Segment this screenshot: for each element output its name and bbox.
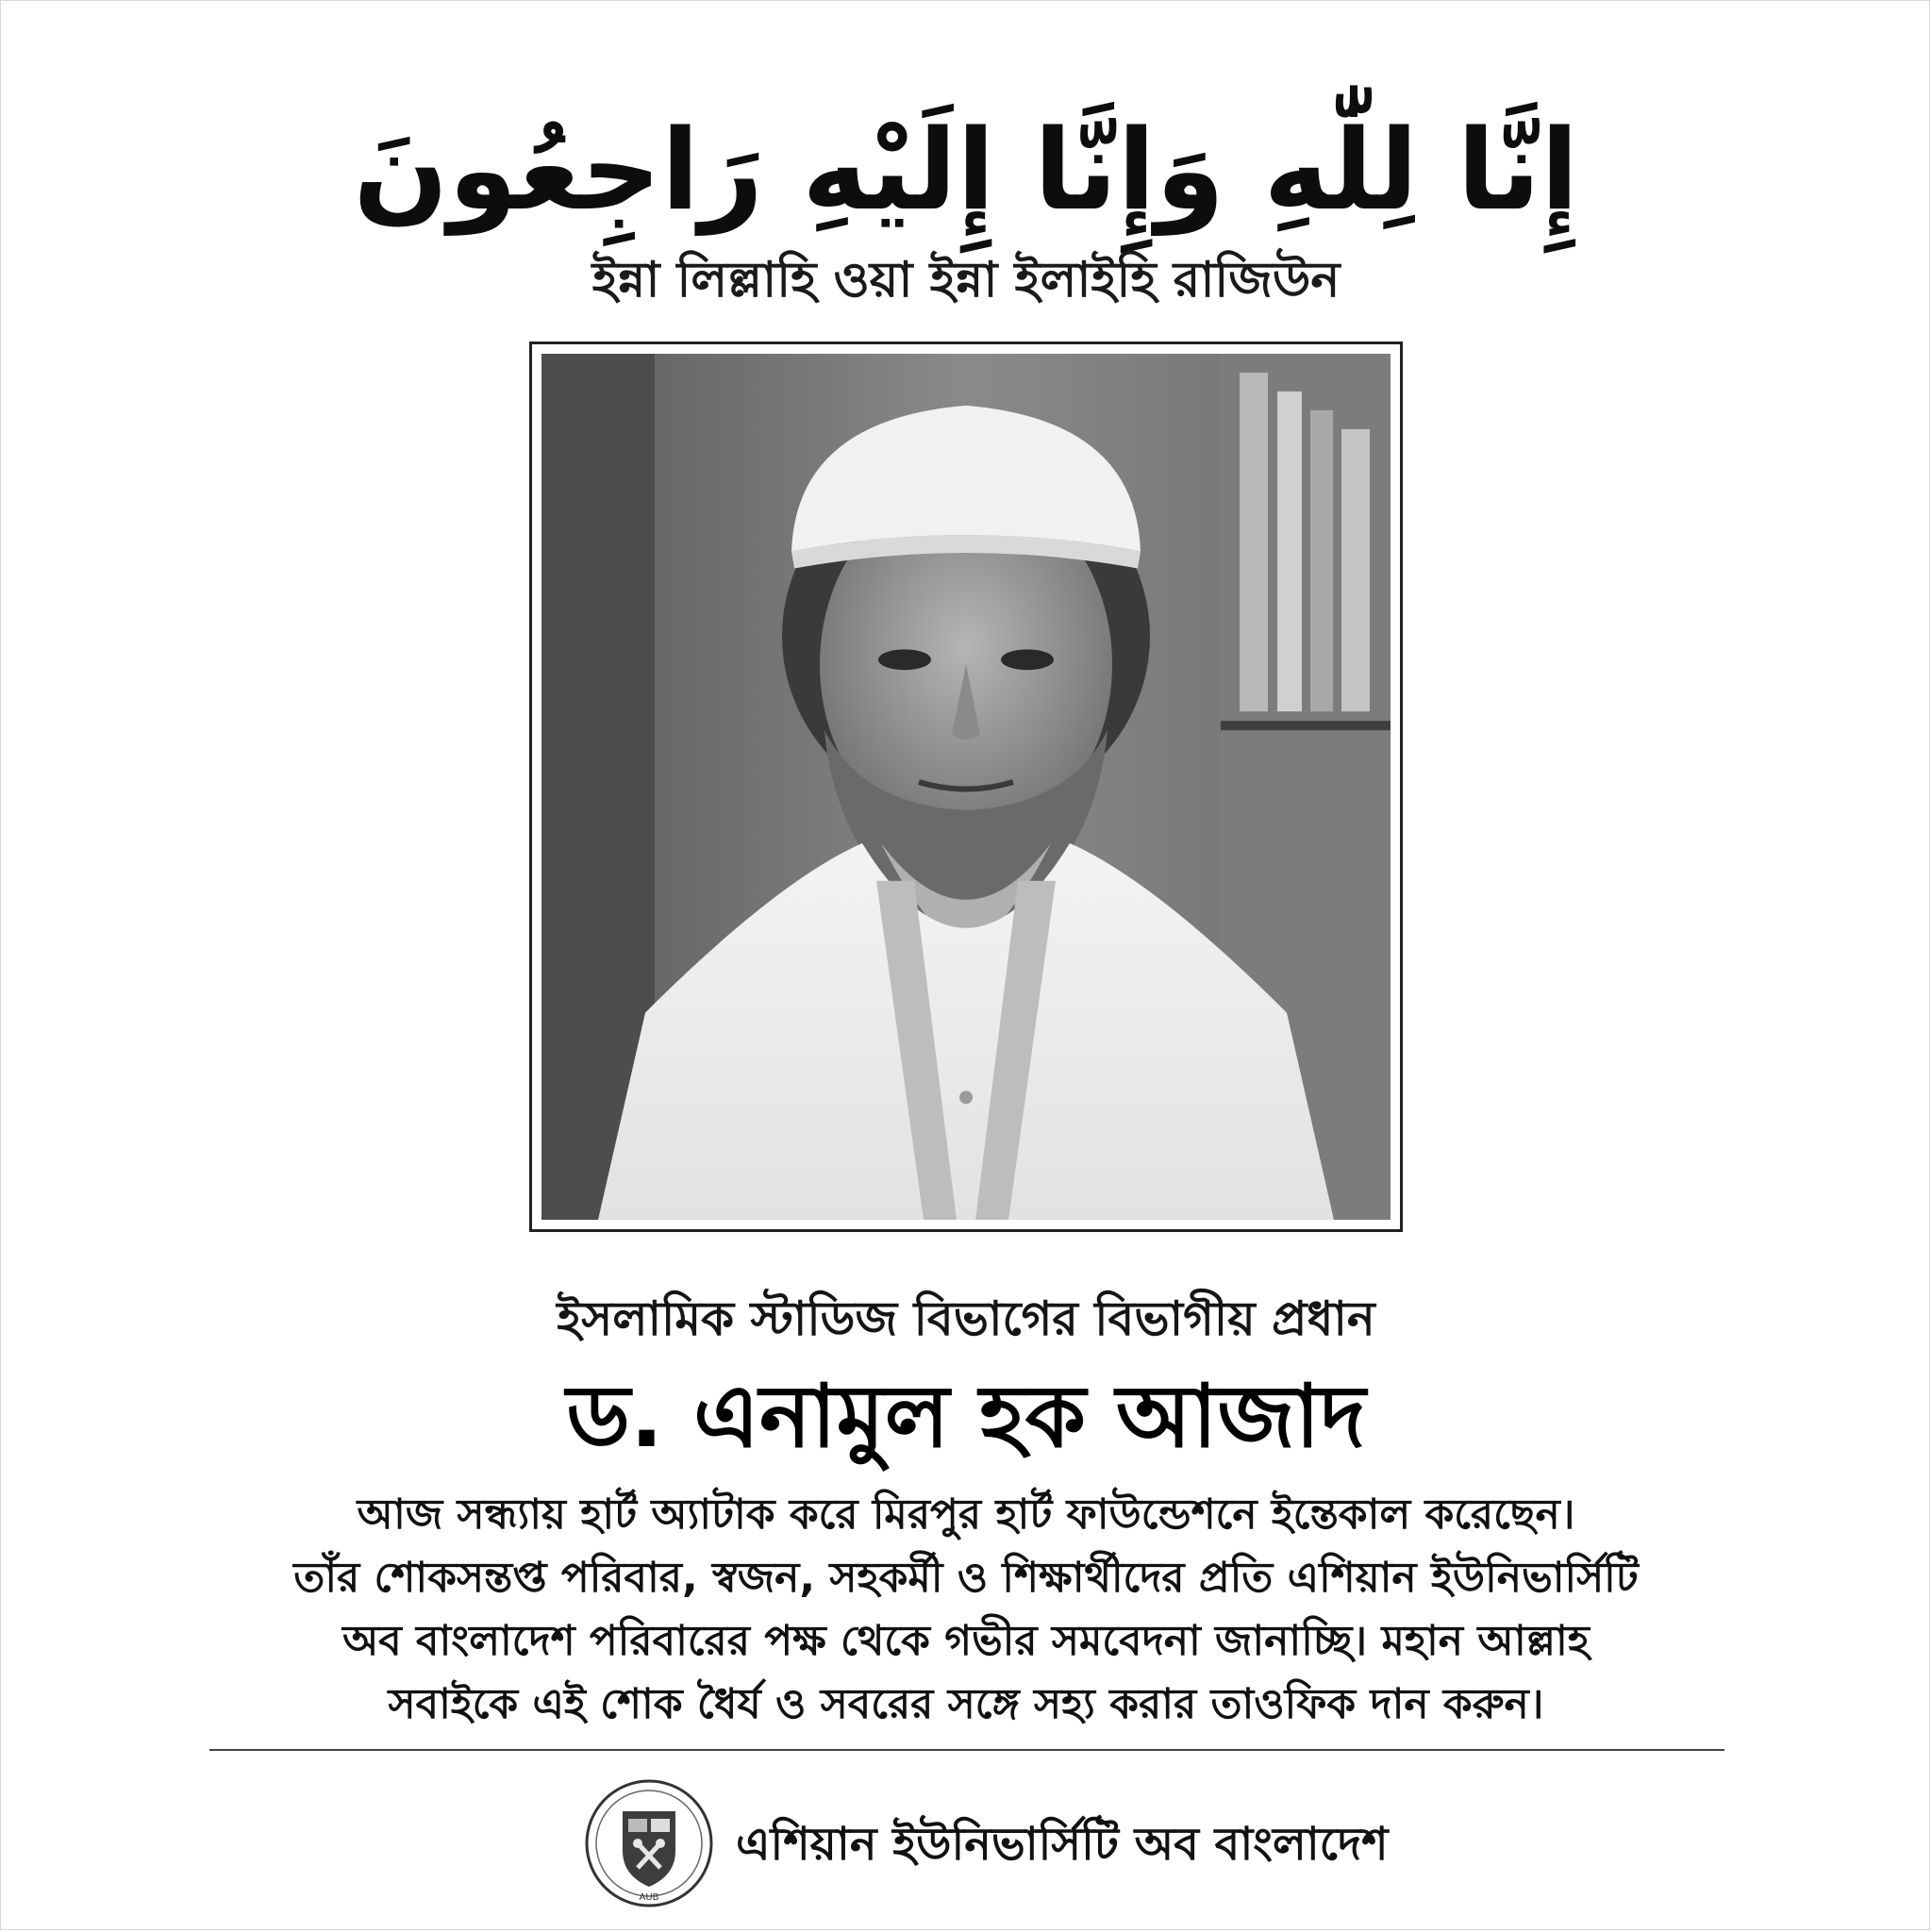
message-line: সবাইকে এই শোক ধৈর্য ও সবরের সঙ্গে সহ্য করার তাওফিক দান করুন। (388, 1680, 1544, 1728)
message-line: তাঁর শোকসন্তপ্ত পরিবার, স্বজন, সহকর্মী ও শিক্ষার্থীদের প্রতি এশিয়ান ইউনিভার্সিটি (293, 1554, 1639, 1602)
portrait-illustration (541, 354, 1391, 1220)
portrait-frame (529, 341, 1403, 1232)
deceased-designation: ইসলামিক স্টাডিজ বিভাগের বিভাগীয় প্রধান (557, 1291, 1375, 1346)
footer-organization: এশিয়ান ইউনিভার্সিটি অব বাংলাদেশ (736, 1818, 1389, 1871)
message-line: অব বাংলাদেশ পরিবারের পক্ষ থেকে গভীর সমবেদনা জানাচ্ছি। মহান আল্লাহ (342, 1617, 1590, 1665)
verse-transliteration: ইন্না লিল্লাহি ওয়া ইন্না ইলাইহি রাজিউন (591, 252, 1341, 308)
deceased-name: ড. এনামুল হক আজাদ (566, 1366, 1366, 1467)
divider (209, 1749, 1724, 1751)
arabic-verse: إِنَّا لِلّٰهِ وَإِنَّا إِلَيْهِ رَاجِعُونَ (353, 105, 1579, 235)
university-logo (583, 1777, 715, 1909)
logo-text: AUB (639, 1892, 659, 1903)
condolence-message (189, 1483, 1743, 1738)
message-line: আজ সন্ধ্যায় হার্ট অ্যাটাক করে মিরপুর হার্ট ফাউন্ডেশনে ইন্তেকাল করেছেন। (357, 1491, 1575, 1539)
portrait-photo (541, 354, 1391, 1220)
